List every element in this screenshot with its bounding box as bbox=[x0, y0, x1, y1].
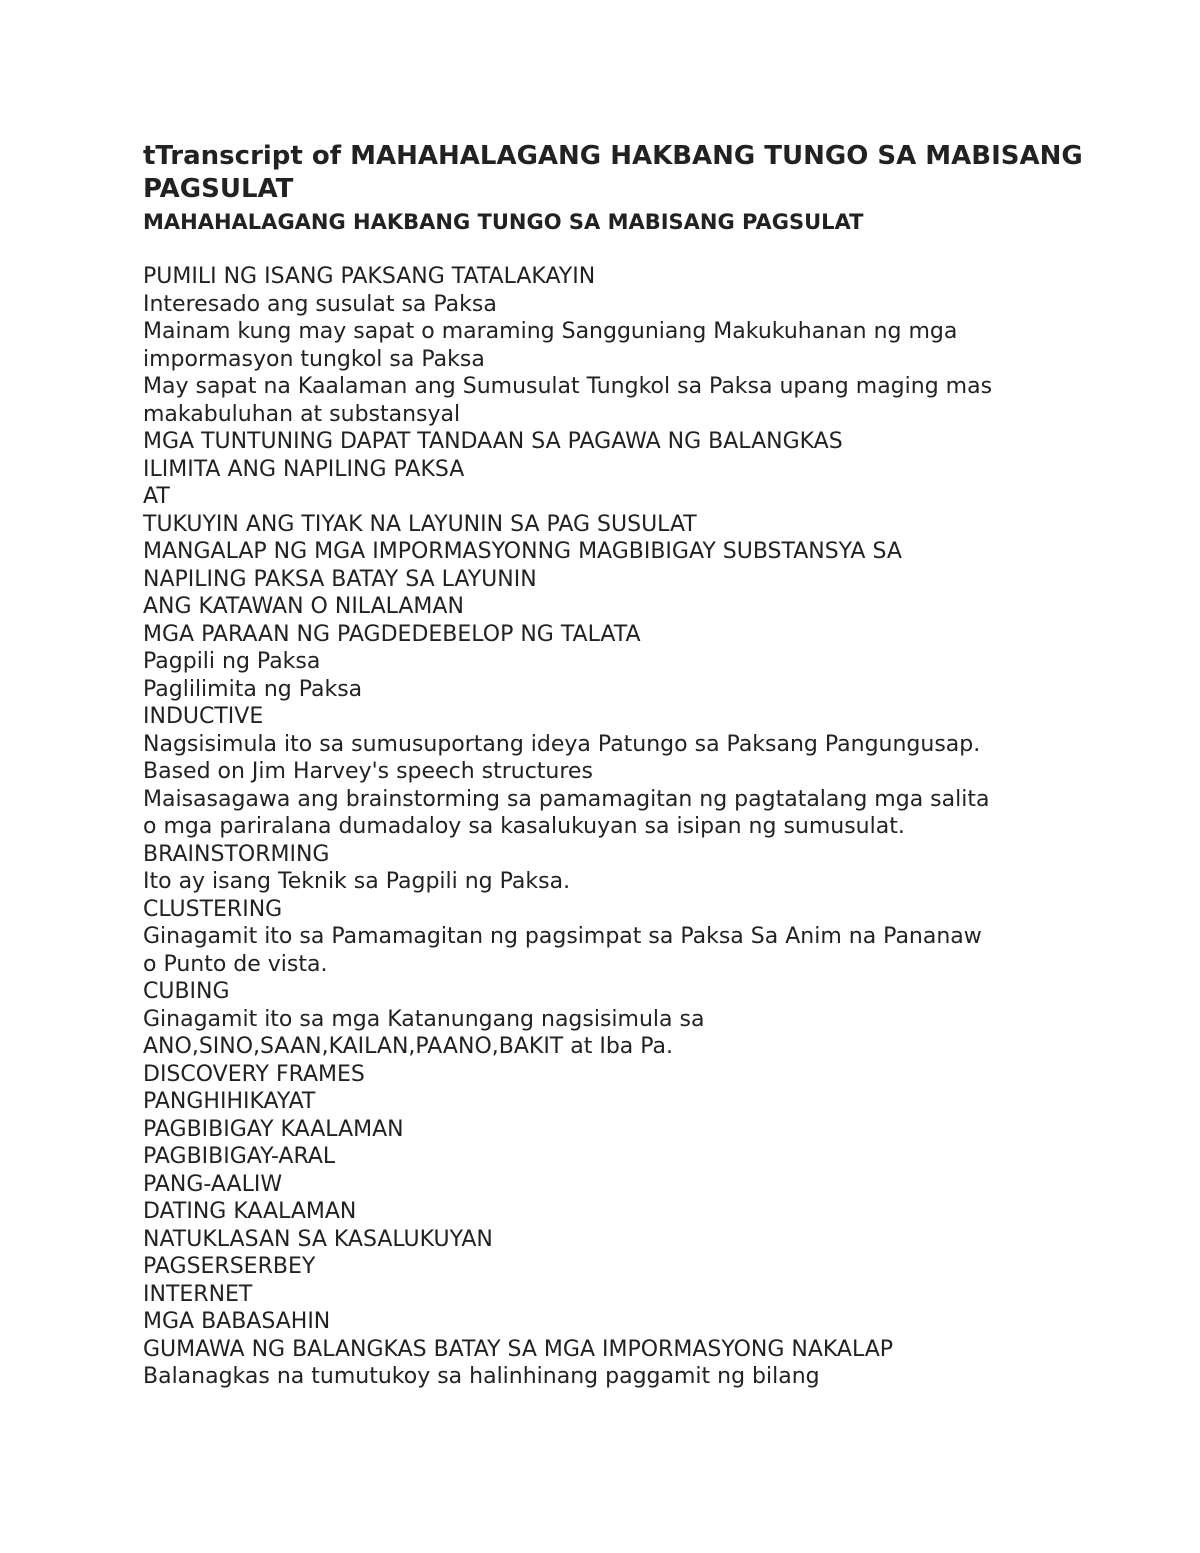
text-line: MANGALAP NG MGA IMPORMASYONNG MAGBIBIGAY SUBSTANSYA SA bbox=[143, 539, 902, 564]
document-page bbox=[143, 140, 1143, 1391]
text-line: makabuluhan at substansyal bbox=[143, 401, 461, 427]
text-line: GUMAWA NG BALANGKAS BATAY SA MGA IMPORMASYONG NAKALAP bbox=[143, 1336, 894, 1362]
text-line: Ginagamit ito sa Pamamagitan ng pagsimpat sa Paksa Sa Anim na Pananaw bbox=[143, 924, 982, 949]
text-line: Ginagamit ito sa mga Katanungang nagsisimula sa bbox=[143, 1006, 705, 1032]
text-line: Balanagkas na tumutukoy sa halinhinang paggamit ng bilang bbox=[143, 1364, 820, 1389]
text-line: Paglilimita ng Paksa bbox=[143, 676, 363, 702]
text-line: BRAINSTORMING bbox=[143, 841, 330, 867]
text-line: PAGBIBIGAY-ARAL bbox=[143, 1144, 336, 1169]
text-line: ANG KATAWAN O NILALAMAN bbox=[143, 594, 464, 619]
text-line: May sapat na Kaalaman ang Sumusulat Tungkol sa Paksa upang maging mas bbox=[143, 374, 993, 399]
document-body bbox=[143, 263, 1143, 1391]
text-line: MGA TUNTUNING DAPAT TANDAAN SA PAGAWA NG BALANGKAS bbox=[143, 429, 843, 454]
text-line: o Punto de vista. bbox=[143, 951, 328, 977]
text-line: PANG-AALIW bbox=[143, 1171, 283, 1197]
text-line: PANGHIHIKAYAT bbox=[143, 1089, 316, 1114]
text-line: NATUKLASAN SA KASALUKUYAN bbox=[143, 1226, 493, 1252]
text-line: Maisasagawa ang brainstorming sa pamamagitan ng pagtatalang mga salita bbox=[143, 786, 990, 812]
text-line: PUMILI NG ISANG PAKSANG TATALAKAYIN bbox=[143, 264, 596, 289]
document-title: tTranscript of MAHAHALAGANG HAKBANG TUNGO SA MABISANG PAGSULAT bbox=[143, 141, 1083, 204]
text-line: AT bbox=[143, 484, 170, 509]
text-line: CUBING bbox=[143, 979, 230, 1004]
text-line: Nagsisimula ito sa sumusuportang ideya Patungo sa Paksang Pangungusap. bbox=[143, 731, 981, 757]
text-line: Pagpili ng Paksa bbox=[143, 649, 321, 674]
document-subtitle: MAHAHALAGANG HAKBANG TUNGO SA MABISANG PAGSULAT bbox=[143, 210, 864, 234]
text-line: Mainam kung may sapat o maraming Sangguniang Makukuhanan ng mga bbox=[143, 319, 958, 344]
text-line: PAGSERSERBEY bbox=[143, 1254, 316, 1279]
text-line: Ito ay isang Teknik sa Pagpili ng Paksa. bbox=[143, 869, 571, 894]
text-line: ILIMITA ANG NAPILING PAKSA bbox=[143, 456, 465, 482]
text-line: CLUSTERING bbox=[143, 896, 283, 922]
blank-line bbox=[143, 236, 1143, 263]
text-line: INDUCTIVE bbox=[143, 704, 264, 729]
text-line: ANO,SINO,SAAN,KAILAN,PAANO,BAKIT at Iba Pa. bbox=[143, 1034, 674, 1059]
text-line: INTERNET bbox=[143, 1281, 253, 1307]
text-line: DISCOVERY FRAMES bbox=[143, 1061, 365, 1087]
text-line: o mga pariralana dumadaloy sa kasalukuyan sa isipan ng sumusulat. bbox=[143, 814, 905, 839]
text-line: TUKUYIN ANG TIYAK NA LAYUNIN SA PAG SUSULAT bbox=[143, 511, 697, 537]
text-line: impormasyon tungkol sa Paksa bbox=[143, 346, 485, 372]
text-line: MGA PARAAN NG PAGDEDEBELOP NG TALATA bbox=[143, 621, 641, 647]
text-line: Interesado ang susulat sa Paksa bbox=[143, 291, 497, 317]
text-line: NAPILING PAKSA BATAY SA LAYUNIN bbox=[143, 566, 537, 592]
text-line: Based on Jim Harvey's speech structures bbox=[143, 759, 593, 784]
text-line: DATING KAALAMAN bbox=[143, 1199, 357, 1224]
text-line: PAGBIBIGAY KAALAMAN bbox=[143, 1116, 404, 1142]
text-line: MGA BABASAHIN bbox=[143, 1309, 331, 1334]
